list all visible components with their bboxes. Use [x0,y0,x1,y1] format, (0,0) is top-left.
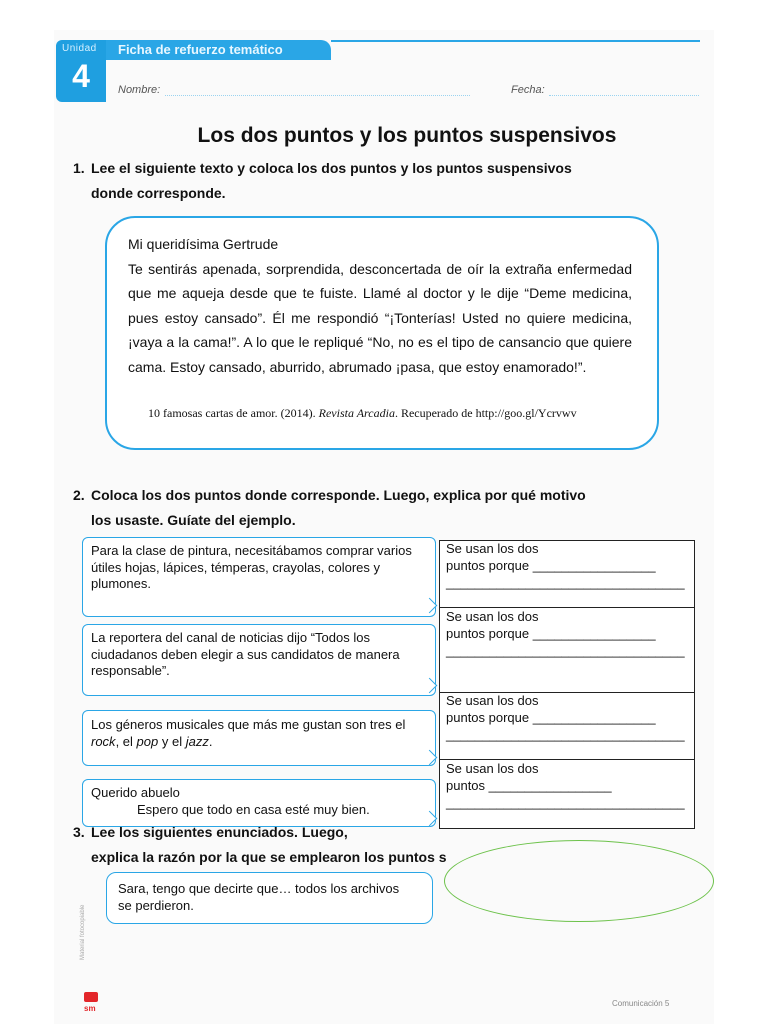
citation-url: . Recuperado de http://goo.gl/Ycrvwv [394,406,577,420]
answer-line: puntos porque _________________ [446,710,656,725]
copyright-side-text: Material fotocopiable [80,904,86,960]
page-footer: Comunicación 5 [612,999,670,1008]
q2-instruction-line2: los usaste. Guíate del ejemplo. [91,512,296,528]
genre-pop: pop [136,733,159,749]
separator: , el [115,733,137,749]
citation-prefix: 10 famosas cartas de amor. (2014). [148,406,319,420]
date-label: Fecha: [511,84,545,96]
answer-text-1 [446,540,685,591]
answer-line: _________________________________ [446,575,685,590]
example-text-2[interactable]: La reportera del canal de noticias dijo “Todos los ciudadanos deben elegir a sus candidatos de manera responsable”. [91,630,400,678]
answer-line: Se usan los dos [446,761,539,776]
genre-jazz: jazz [185,733,209,749]
q3-instruction-line2: explica la razón por la que se emplearon los puntos s [91,849,447,865]
q2-instruction-line1: Coloca los dos puntos donde corresponde. Luego, explica por qué motivo [91,487,586,503]
letter-text [128,232,632,379]
answer-line: Se usan los dos [446,693,539,708]
answer-text-2 [446,608,685,659]
separator: y el [158,733,186,749]
period: . [208,733,213,749]
q1-instruction-line1: Lee el siguiente texto y coloca los dos puntos y los puntos suspensivos [91,160,572,176]
q3-bubble-text[interactable]: Sara, tengo que decirte que… todos los archivos se perdieron. [118,881,400,913]
example-text-4-line1[interactable]: Querido abuelo [91,785,180,800]
name-label: Nombre: [118,84,161,96]
letter-body[interactable]: Te sentirás apenada, sorprendida, desconcertada de oír la extraña enfermedad que me aqueja desde que te fuiste. Llamé al doctor y le dije “Deme medicina, pues estoy cansado”. Él me respondió “¡Tonterías! Usted no quiere medicina, ¡vaya a la cama!”. A lo que le repliqué “No, no es el tipo de cansancio que quiere cama. Estoy cansado, aburrido, abrumado ¡pasa, que estoy enamorado!”. [128,260,632,375]
answer-line: _________________________________ [446,795,685,810]
answer-line: _________________________________ [446,643,685,658]
answer-line: puntos _________________ [446,778,612,793]
publisher-logo-icon [84,992,98,1002]
unit-label: Unidad [62,43,97,54]
letter-citation [148,406,577,421]
answer-line: puntos porque _________________ [446,558,656,573]
answer-line: Se usan los dos [446,541,539,556]
answer-text-4 [446,760,685,811]
example-text-4-line2[interactable]: Espero que todo en casa esté muy bien. [137,802,370,817]
unit-number: 4 [72,58,90,94]
example-text-3[interactable] [91,717,411,750]
answer-line: Se usan los dos [446,609,539,624]
q2-number: 2. [73,487,85,503]
q1-instruction-line2: donde corresponde. [91,185,226,201]
q3-instruction-line1: Lee los siguientes enunciados. Luego, [91,824,348,840]
answer-line: _________________________________ [446,727,685,742]
answer-oval[interactable] [444,840,714,922]
answer-text-3 [446,692,685,743]
citation-source: Revista Arcadia [318,406,395,420]
answer-line: puntos porque _________________ [446,626,656,641]
q1-number: 1. [73,160,85,176]
publisher-logo: sm [84,1004,96,1013]
name-field[interactable] [165,95,470,96]
example-text-3-start: Los géneros musicales que más me gustan son tres el [91,717,406,732]
header-rule [331,40,700,42]
worksheet-type: Ficha de refuerzo temático [118,42,283,57]
page-title: Los dos puntos y los puntos suspensivos [197,124,617,147]
genre-rock: rock [91,733,116,749]
date-field[interactable] [549,95,699,96]
example-text-1[interactable]: Para la clase de pintura, necesitábamos comprar varios útiles hojas, lápices, témperas, crayolas, colores y plumones. [91,543,412,591]
letter-greeting[interactable]: Mi queridísima Gertrude [128,236,279,252]
q3-number: 3. [73,824,85,840]
